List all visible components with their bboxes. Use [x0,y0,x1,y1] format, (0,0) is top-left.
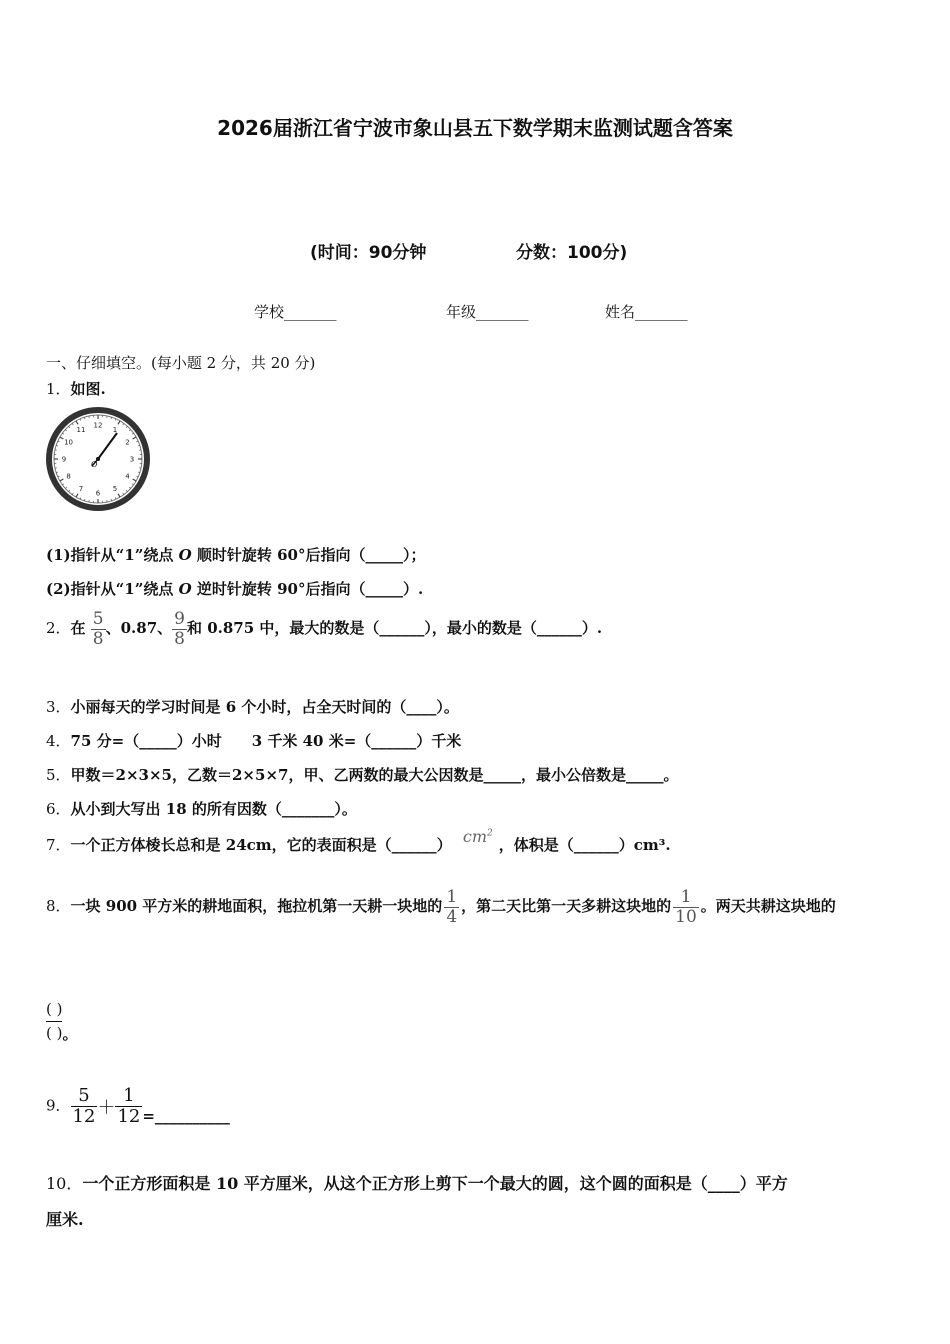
question-2 [46,610,602,648]
unit-superscript: 2 [487,828,493,839]
question-8 [46,888,836,926]
fraction-1-4 [444,888,459,926]
clock-number: 11 [76,426,86,435]
numerator: 1 [680,887,692,907]
question-text: 、0.87、 [105,619,173,638]
blank-denominator: ( ) [46,1023,63,1042]
question-number: 8． [46,897,71,916]
blank-fraction [46,998,62,1044]
numerator: 5 [92,609,104,629]
clock-center-label: O [91,460,98,469]
question-10 [46,1171,788,1194]
point-o-label: O [178,580,192,598]
q1-part-2 [46,578,423,599]
question-6 [46,798,357,819]
question-number: 6． [46,800,71,818]
clock-number: 12 [93,421,103,430]
fraction-9-8 [172,610,187,648]
question-text: 75 分=（_____）小时 3 千米 40 米=（______）千米 [70,732,462,750]
question-text: 一块 900 平方米的耕地面积，拖拉机第一天耕一块地的 [70,897,443,916]
fraction-5-8 [91,610,106,648]
question-text: 和 0.875 中，最大的数是（______），最小的数是（______）. [186,619,603,638]
question-text: 小丽每天的学习时间是 6 个小时，占全天时间的（____）。 [70,698,459,716]
numerator: 5 [78,1085,90,1106]
q1-part-2-text: (2)指针从“1”绕点 [46,580,179,598]
numerator: 9 [174,609,185,629]
question-number: 1． [46,380,71,398]
denominator: 10 [675,906,697,927]
question-number: 3． [46,698,71,716]
fraction-5-12 [71,1086,98,1127]
question-text: 甲数＝2×3×5，乙数＝2×5×7，甲、乙两数的最大公因数是_____，最小公倍数是_____。 [70,766,679,784]
question-number: 2． [46,619,71,638]
fraction-1-12 [115,1086,142,1127]
score-label: 分数：100分) [516,243,628,263]
question-7 [46,827,671,855]
clock-number: 1 [112,426,118,435]
clock-number: 3 [129,455,135,464]
question-text: 。两天共耕这块地的 [700,897,836,916]
q1-part-1 [46,544,425,565]
clock-number: 10 [64,438,74,447]
clock-number: 7 [78,484,84,493]
q1-part-2-blank: 逆时针旋转 90°后指向（_____）. [191,580,424,598]
denominator: 12 [72,1105,96,1127]
q8-answer [46,998,78,1044]
point-o-label: O [178,546,192,564]
question-3 [46,696,459,717]
question-1 [46,378,106,399]
fraction-1-10 [673,888,699,926]
question-10-line-2: 厘米. [46,1210,84,1229]
question-9 [46,1086,230,1127]
unit-cm2 [463,827,493,846]
denominator: 12 [117,1105,141,1127]
time-label: (时间：90分钟 [310,243,427,263]
question-text: ，体积是（______）cm³. [498,836,671,854]
question-4 [46,730,461,751]
denominator: 4 [446,906,458,927]
question-text: 在 [70,619,91,638]
question-text: 从小到大写出 18 的所有因数（_______）。 [70,800,357,818]
school-field: 学校_______ [254,303,337,321]
question-number: 4． [46,732,71,750]
denominator: 8 [92,628,104,649]
clock-number: 4 [125,472,130,481]
question-number: 9． [46,1096,71,1115]
question-text: 一个正方形面积是 10 平方厘米，从这个正方形上剪下一个最大的圆，这个圆的面积是（____）平方 [82,1174,788,1193]
q1-part-1-text: (1)指针从“1”绕点 [46,546,179,564]
question-text: 如图. [70,380,106,398]
question-text: 一个正方体棱长总和是 24cm，它的表面积是（______） [70,836,452,854]
q1-part-1-blank: 顺时针旋转 60°后指向（_____）； [191,546,426,564]
blank-numerator: ( ) [46,1000,63,1018]
section-heading: 一、仔细填空。(每小题 2 分，共 20 分) [46,354,316,372]
plus-sign: ＋ [97,1097,116,1119]
unit-text: cm [462,827,488,846]
clock-number: 8 [66,472,71,481]
q8-end: 。 [62,1024,78,1043]
answer-blank: =__________ [142,1107,230,1126]
clock-number: 2 [125,438,130,447]
question-number: 10． [46,1174,83,1193]
clock-figure [44,406,152,512]
page-title: 2026届浙江省宁波市象山县五下数学期末监测试题含答案 [217,116,733,140]
numerator: 1 [123,1085,135,1106]
clock-number: 5 [112,484,118,493]
clock-number: 9 [61,455,67,464]
question-text: ，第二天比第一天多耕这块地的 [461,897,672,916]
numerator: 1 [446,887,458,907]
denominator: 8 [174,628,185,649]
grade-field: 年级_______ [446,303,529,321]
clock-number: 6 [95,489,101,498]
question-number: 7． [46,836,71,854]
question-number: 5． [46,766,71,784]
name-field: 姓名_______ [605,303,688,321]
question-5 [46,764,678,785]
